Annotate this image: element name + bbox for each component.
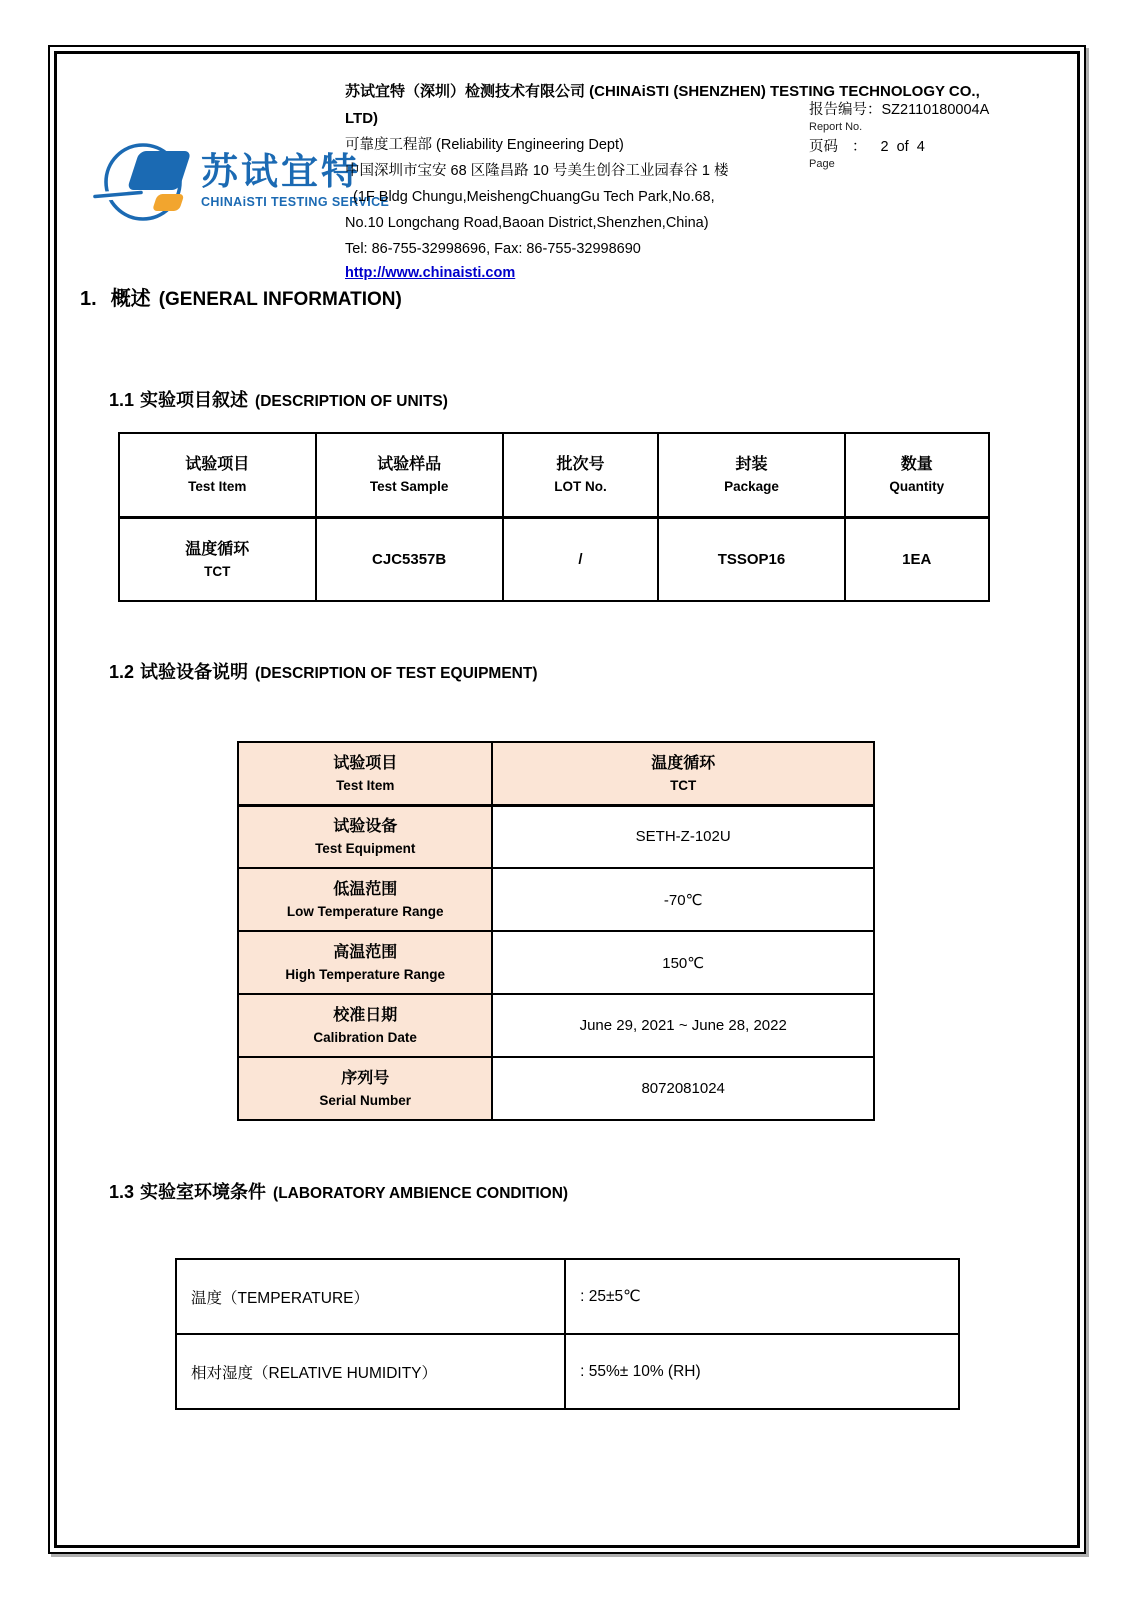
equipment-value-calibration-date: June 29, 2021 ~ June 28, 2022	[492, 994, 874, 1057]
address-en-line2: No.10 Longchang Road,Baoan District,Shenzhen,China)	[345, 215, 709, 231]
department-line: 可靠度工程部 (Reliability Engineering Dept)	[345, 137, 624, 153]
equipment-header-value: 温度循环 TCT	[492, 742, 874, 805]
section-1-number: 1.	[80, 288, 97, 310]
page-no-sublabel: Page	[809, 158, 835, 170]
section-1-1-number: 1.1	[109, 390, 135, 410]
section-1-2-title-cn: 试验设备说明	[140, 662, 249, 682]
equipment-row-test-equipment	[238, 805, 874, 868]
section-1-title-cn: 概述	[110, 288, 151, 310]
report-no-sublabel: Report No.	[809, 121, 863, 133]
ambience-label-temperature: 温度（TEMPERATURE）	[176, 1259, 565, 1334]
logo-name-cn: 苏试宜特	[201, 150, 361, 192]
report-meta	[809, 101, 1049, 175]
section-1-1-title	[109, 386, 448, 412]
equipment-value-high-temp: 150℃	[492, 931, 874, 994]
units-table-data-row	[119, 517, 989, 601]
units-header-package: 封装 Package	[658, 433, 844, 517]
section-1-3-title-cn: 实验室环境条件	[140, 1182, 267, 1202]
equipment-row-high-temp	[238, 931, 874, 994]
ambience-row-temperature	[176, 1259, 959, 1334]
address-en-line1: (1F Bldg Chungu,MeishengChuangGu Tech Park,No.68,	[353, 189, 715, 205]
units-header-quantity: 数量 Quantity	[845, 433, 989, 517]
units-table	[118, 432, 990, 602]
equipment-header-test-item: 试验项目 Test Item	[238, 742, 492, 805]
equipment-header-row	[238, 742, 874, 805]
units-header-test-item: 试验项目 Test Item	[119, 433, 316, 517]
units-cell-lot-no: /	[503, 517, 659, 601]
equipment-label-high-temp: 高温范围 High Temperature Range	[238, 931, 492, 994]
report-no-label: 报告编号：	[809, 102, 882, 118]
section-1-1-title-cn: 实验项目叙述	[140, 390, 249, 410]
page-no-value: 2 of 4	[880, 139, 925, 155]
ambience-label-humidity: 相对湿度（RELATIVE HUMIDITY）	[176, 1334, 565, 1409]
units-cell-package: TSSOP16	[658, 517, 844, 601]
section-1-title-en: (GENERAL INFORMATION)	[158, 289, 402, 310]
company-name-line1: 苏试宜特（深圳）检测技术有限公司 (CHINAiSTI (SHENZHEN) TESTING TECHNOLOGY CO.,	[345, 83, 980, 100]
units-cell-quantity: 1EA	[845, 517, 989, 601]
tel-fax-line: Tel: 86-755-32998696, Fax: 86-755-32998690	[345, 241, 641, 257]
section-1-2-title	[109, 658, 537, 684]
equipment-label-low-temp: 低温范围 Low Temperature Range	[238, 868, 492, 931]
equipment-value-low-temp: -70℃	[492, 868, 874, 931]
section-1-3-number: 1.3	[109, 1182, 135, 1202]
equipment-label-test-equipment: 试验设备 Test Equipment	[238, 805, 492, 868]
section-1-2-title-en: (DESCRIPTION OF TEST EQUIPMENT)	[255, 665, 538, 682]
page-border-inner	[54, 51, 1080, 1548]
units-header-test-sample: 试验样品 Test Sample	[316, 433, 503, 517]
address-cn: 中国深圳市宝安 68 区隆昌路 10 号美生创谷工业园春谷 1 楼	[345, 163, 729, 179]
chinaisti-logo-icon	[93, 134, 193, 226]
equipment-table	[237, 741, 875, 1121]
equipment-value-test-equipment: SETH-Z-102U	[492, 805, 874, 868]
ambience-value-temperature: : 25±5℃	[565, 1259, 959, 1334]
ambience-value-humidity: : 55%± 10% (RH)	[565, 1334, 959, 1409]
ambience-row-humidity	[176, 1334, 959, 1409]
website-link[interactable]: http://www.chinaisti.com	[345, 265, 516, 281]
page-no-line	[809, 138, 1049, 157]
equipment-row-low-temp	[238, 868, 874, 931]
page-border-outer	[48, 45, 1086, 1554]
equipment-label-calibration-date: 校准日期 Calibration Date	[238, 994, 492, 1057]
equipment-row-serial-number	[238, 1057, 874, 1120]
company-name-line2: LTD)	[345, 110, 379, 127]
section-1-3-title-en: (LABORATORY AMBIENCE CONDITION)	[273, 1185, 569, 1202]
section-1-title	[80, 282, 402, 311]
report-no-value: SZ2110180004A	[881, 102, 990, 118]
equipment-value-serial-number: 8072081024	[492, 1057, 874, 1120]
equipment-label-serial-number: 序列号 Serial Number	[238, 1057, 492, 1120]
units-table-header-row	[119, 433, 989, 517]
equipment-row-calibration-date	[238, 994, 874, 1057]
section-1-3-title	[109, 1178, 568, 1204]
section-1-2-number: 1.2	[109, 662, 135, 682]
units-cell-test-item: 温度循环 TCT	[119, 517, 316, 601]
units-cell-test-sample: CJC5357B	[316, 517, 503, 601]
section-1-1-title-en: (DESCRIPTION OF UNITS)	[255, 393, 448, 410]
page-no-colon: ：	[852, 139, 867, 155]
page-no-label: 页码	[809, 139, 838, 155]
report-no-line	[809, 101, 1049, 120]
logo-name-en: CHINAiSTI TESTING SERVICE	[201, 194, 390, 209]
units-header-lot-no: 批次号 LOT No.	[503, 433, 659, 517]
ambience-table	[175, 1258, 960, 1410]
